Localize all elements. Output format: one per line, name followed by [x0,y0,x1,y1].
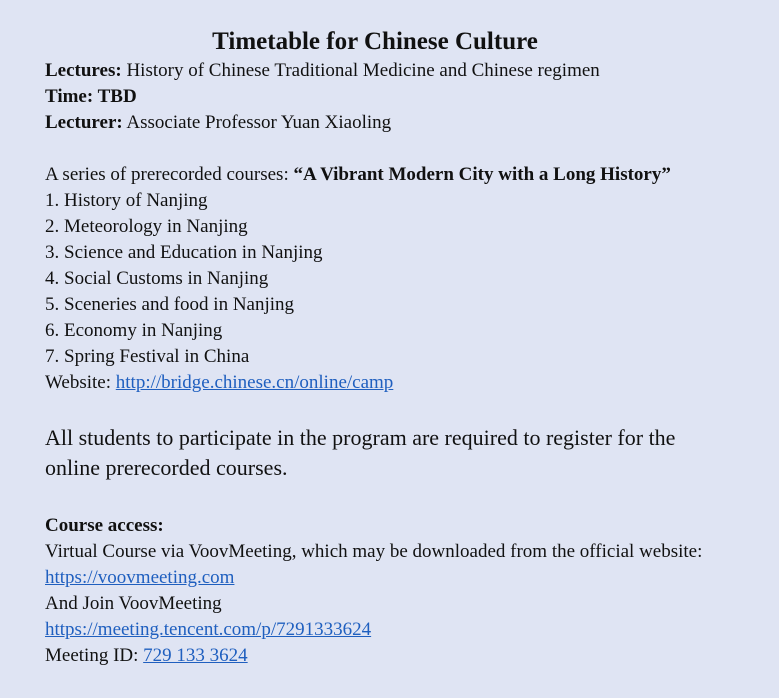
series-title: “A Vibrant Modern City with a Long History” [293,164,671,185]
meeting-link[interactable]: https://meeting.tencent.com/p/7291333624 [45,619,372,640]
time-label: Time: TBD [45,86,137,107]
course-access-label: Course access: [45,515,164,536]
meeting-id-line [45,644,248,668]
join-voov-text: And Join VoovMeeting [45,593,222,614]
course-item-7: 7. Spring Festival in China [45,346,250,367]
series-line [45,163,671,187]
course-item-3: 3. Science and Education in Nanjing [45,242,323,263]
virtual-course-text: Virtual Course via VoovMeeting, which may be downloaded from the official website: [45,541,703,562]
lectures-value: History of Chinese Traditional Medicine and Chinese regimen [121,60,600,81]
voov-website-link[interactable]: https://voovmeeting.com [45,567,235,588]
meeting-id-label: Meeting ID: [45,645,144,666]
website-link[interactable]: http://bridge.chinese.cn/online/camp [115,372,394,393]
course-access-heading [45,514,164,538]
course-item-6: 6. Economy in Nanjing [45,320,223,341]
lecturer-value: Associate Professor Yuan Xiaoling [122,112,392,133]
lecturer-label: Lecturer: [45,112,123,133]
voov-link-line [45,566,234,590]
website-line [45,371,393,395]
page-title: Timetable for Chinese Culture [212,28,538,55]
lectures-label: Lectures: [45,60,122,81]
course-item-5: 5. Sceneries and food in Nanjing [45,294,295,315]
website-label: Website: [45,372,116,393]
meeting-link-line [45,618,371,642]
lectures-line [45,59,600,83]
notice-line-2: online prerecorded courses. [45,455,288,480]
series-intro: A series of prerecorded courses: [45,164,294,185]
course-item-2: 2. Meteorology in Nanjing [45,216,248,237]
course-item-1: 1. History of Nanjing [45,190,208,211]
course-item-4: 4. Social Customs in Nanjing [45,268,269,289]
lecturer-line [45,111,391,135]
notice-line-1: All students to participate in the program are required to register for the [45,425,676,450]
meeting-id-link[interactable]: 729 133 3624 [143,645,248,666]
time-line [45,85,137,109]
